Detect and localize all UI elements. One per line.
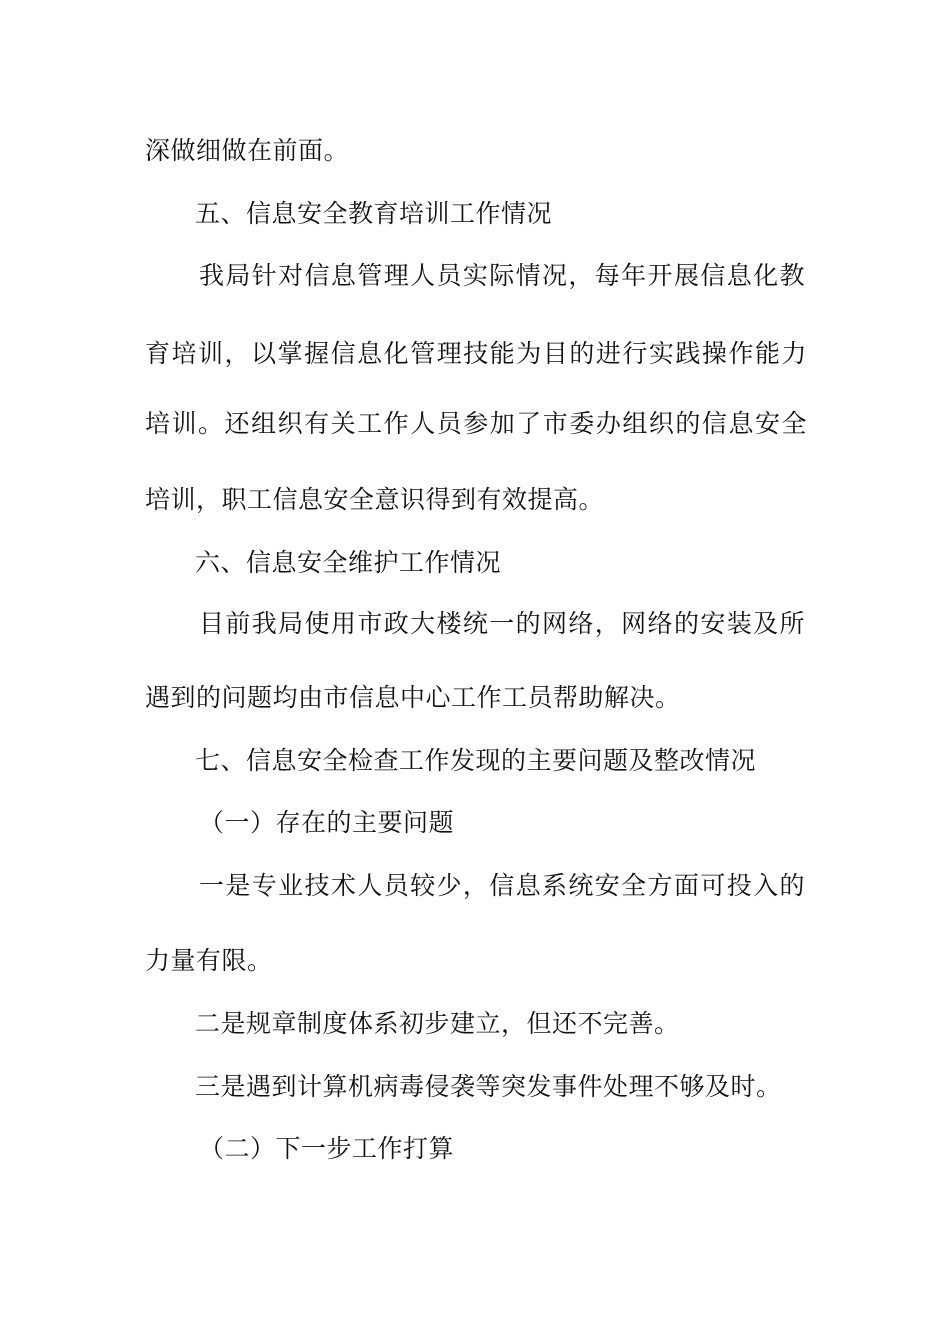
subsection-heading-2: （二）下一步工作打算 [199, 1134, 455, 1163]
paragraph-line: 遇到的问题均由市信息中心工作工员帮助解决。 [145, 683, 681, 712]
paragraph-line: 培训。还组织有关工作人员参加了市委办组织的信息安全 [145, 409, 807, 438]
section-heading-7: 七、信息安全检查工作发现的主要问题及整改情况 [195, 746, 757, 775]
paragraph-line: 我局针对信息管理人员实际情况，每年开展信息化教 [199, 261, 805, 290]
paragraph-line: 二是规章制度体系初步建立，但还不完善。 [195, 1009, 680, 1038]
paragraph-line: 目前我局使用市政大楼统一的网络，网络的安装及所 [199, 609, 805, 638]
section-heading-6: 六、信息安全维护工作情况 [195, 548, 502, 577]
paragraph-line: 力量有限。 [145, 946, 273, 975]
paragraph-line: 育培训，以掌握信息化管理技能为目的进行实践操作能力 [145, 339, 807, 368]
paragraph-line: 三是遇到计算机病毒侵袭等突发事件处理不够及时。 [195, 1072, 782, 1101]
subsection-heading-1: （一）存在的主要问题 [199, 808, 455, 837]
paragraph-line: 深做细做在前面。 [145, 136, 350, 165]
section-heading-5: 五、信息安全教育培训工作情况 [195, 199, 553, 228]
paragraph-line: 一是专业技术人员较少，信息系统安全方面可投入的 [199, 871, 805, 900]
paragraph-line: 培训，职工信息安全意识得到有效提高。 [145, 485, 605, 514]
